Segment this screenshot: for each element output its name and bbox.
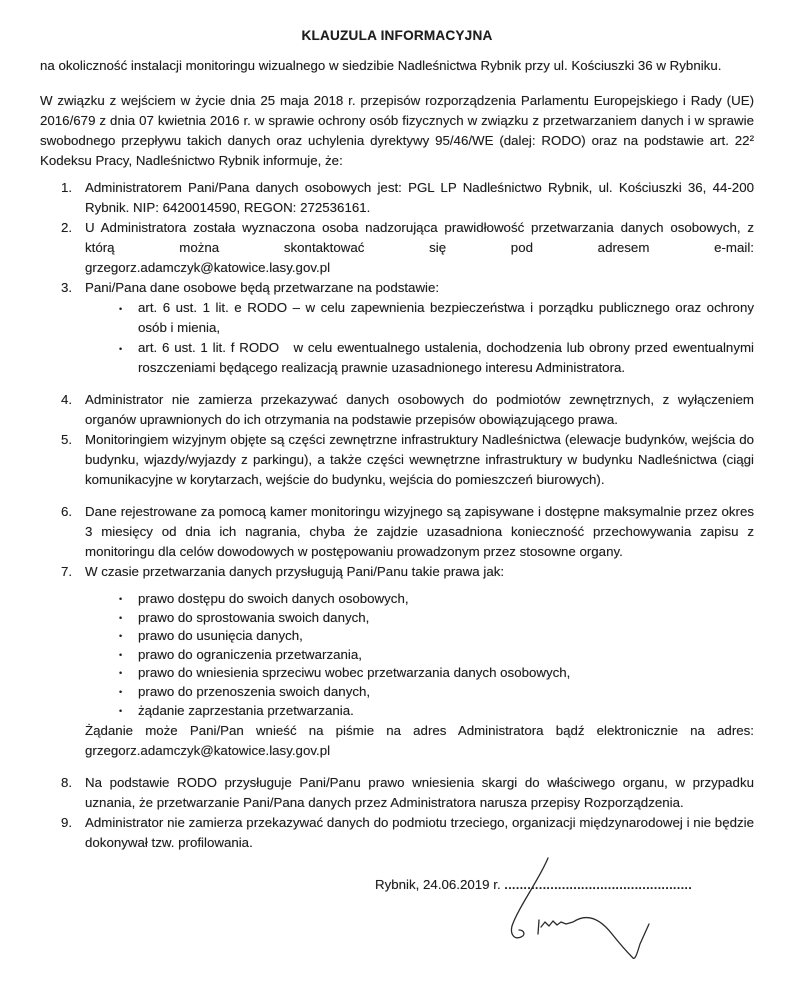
bullet-text: żądanie zaprzestania przetwarzania. [138,702,354,718]
item-text: Administratorem Pani/Pana danych osobowych jest: PGL LP Nadleśnictwo Rybnik, ul. Kościuszki 36, 44-200 Rybnik. NIP: 6420014590, REGON: 272536161. [85,180,754,215]
item-number: 1. [61,180,73,195]
bullet-list [85,298,754,378]
email-text: grzegorz.adamczyk@katowice.lasy.gov.pl [85,260,331,275]
list-item-2 [40,218,754,278]
page-title: KLAUZULA INFORMACYJNA [301,28,493,43]
intro-paragraph-2: W związku z wejściem w życie dnia 25 maja 2018 r. przepisów rozporządzenia Parlamentu Europejskiego i Rady (UE) 2016/679 z dnia 07 kwietnia 2016 r. w sprawie ochrony osób fizycznych w związku z przetwarzaniem danych i w sprawie swobodnego przepływu takich danych oraz uchylenia dyrektywy 95/46/WE (dalej: RODO) oraz na podstawie art. 22² Kodeksu Pracy, Nadleśnictwo Rybnik informuje, że: [40,93,754,168]
item-number: 5. [61,432,73,447]
bullet-text: prawo do usunięcia danych, [138,628,303,644]
list-item-3 [40,278,754,378]
bullet-text: prawo do przenoszenia swoich danych, [138,683,371,699]
bullet-item [85,590,754,609]
bullet-text: prawo do sprostowania swoich danych, [138,609,370,625]
bullet-item [85,338,754,378]
bullet-marker-icon: • [119,668,123,679]
bullet-item [85,609,754,628]
item-number: 3. [61,280,73,295]
item-text: Monitoringiem wizyjnym objęte są części zewnętrzne infrastruktury Nadleśnictwa (elewacje budynków, wejścia do budynku, wjazdy/wyjazdy z parkingu), a także części wewnętrzne infrastruktury w budynku Nadleśnictwa (ciągi komunikacyjne w korytarzach, wejście do budynku, wejścia do pomieszczeń biurowych). [85,432,754,487]
bullet-marker-icon: • [119,705,123,716]
bullet-text: art. 6 ust. 1 lit. e RODO – w celu zapewnienia bezpieczeństwa i porządku publicznego oraz ochrony osób i mienia, [138,300,754,335]
bullet-marker-icon: • [119,304,123,314]
bullet-item [85,646,754,665]
handwritten-signature-icon [488,850,668,980]
item-text-body: W czasie przetwarzania danych przysługują Pani/Panu takie prawa jak: [85,564,505,579]
bullet-text: prawo dostępu do swoich danych osobowych, [138,591,409,606]
item-text: Na podstawie RODO przysługuje Pani/Panu prawo wniesienia skargi do właściwego organu, w przypadku uznania, że przetwarzanie Pani/Pana danych przez Administratora narusza przepisy Rozporządzenia. [85,775,754,811]
list-item-9 [40,813,754,853]
email-text: grzegorz.adamczyk@katowice.lasy.gov.pl [85,743,331,759]
item-text [85,278,754,378]
bullet-marker-icon: • [119,649,123,660]
bullet-marker-icon: • [119,344,123,354]
bullet-item [85,702,754,721]
item-text: Administrator nie zamierza przekazywać danych osobowych do podmiotów zewnętrznych, z wyłączeniem organów uprawnionych do ich otrzymania na podstawie przepisów obowiązującego prawa. [85,392,754,427]
intro-paragraph-1: na okoliczność instalacji monitoringu wizualnego w siedzibie Nadleśnictwa Rybnik przy ul. Kościuszki 36 w Rybniku. [40,58,722,73]
item-text: Dane rejestrowane za pomocą kamer monitoringu wizyjnego są zapisywane i dostępne maksymalnie przez okres 3 miesięcy od dnia ich nagrania, chyba że zajdzie uzasadniona konieczność przechowywania zapisu z monitoringu dla celów dowodowych w postępowaniu prowadzonym przez stosowne organy. [85,504,754,559]
item-text [85,562,754,761]
list-item-8 [40,773,754,813]
item-number: 8. [61,775,73,791]
bullet-marker-icon: • [119,612,123,623]
bullet-text: art. 6 ust. 1 lit. f RODO w celu ewentualnego ustalenia, dochodzenia lub obrony przed ewentualnymi roszczeniami będącego realizacją prawnie uzasadnionego interesu Administratora. [138,340,754,375]
numbered-list [40,178,754,853]
item-text-body: U Administratora została wyznaczona osoba nadzorująca prawidłowość przetwarzania danych osobowych, z którą można skontaktować się pod adresem e-mail: [85,220,754,255]
bullet-text: prawo do ograniczenia przetwarzania, [138,646,362,662]
item-number: 4. [61,392,73,407]
bullet-list [85,590,754,720]
list-item-1 [40,178,754,218]
bullet-item [85,627,754,646]
item-continuation-text: Żądanie może Pani/Pan wnieść na piśmie na adres Administratora bądź elektronicznie na adres: [85,723,754,739]
item-number: 2. [61,220,73,235]
bullet-marker-icon: • [119,686,123,697]
list-item-6 [40,502,754,562]
bullet-marker-icon: • [119,594,123,604]
list-item-4 [40,390,754,430]
bullet-text: prawo do wniesienia sprzeciwu wobec przetwarzania danych osobowych, [138,665,571,681]
item-number: 7. [61,564,73,579]
item-text-body: Pani/Pana dane osobowe będą przetwarzane na podstawie: [85,280,440,295]
item-number: 9. [61,815,73,831]
signature-line [40,875,754,895]
item-text: Administrator nie zamierza przekazywać danych do podmiotu trzeciego, organizacji międzynarodowej i nie będzie dokonywał tzw. profilowania. [85,815,754,851]
bullet-item [85,298,754,338]
signature-date: Rybnik, 24.06.2019 r. [375,877,505,893]
list-item-7 [40,562,754,761]
bullet-item [85,683,754,702]
bullet-item [85,664,754,683]
dotted-line: ................................................. [504,878,693,893]
item-text [85,218,754,278]
list-item-5 [40,430,754,490]
item-number: 6. [61,504,73,519]
bullet-marker-icon: • [119,631,123,642]
